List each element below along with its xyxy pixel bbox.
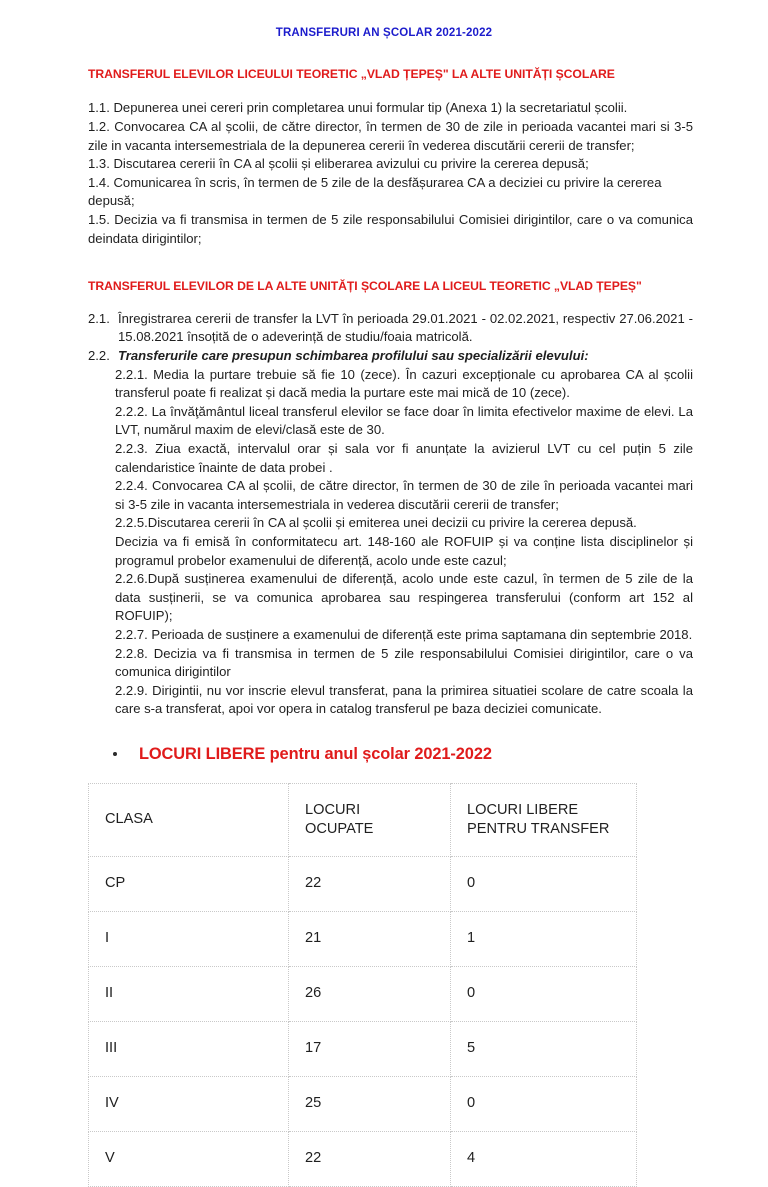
section2-body [0,294,768,719]
table-header-libere-line1: LOCURI LIBERE [467,801,579,818]
cell-clasa: III [89,1021,289,1076]
cell-libere: 0 [451,966,637,1021]
locuri-libere-table [88,783,637,1187]
table-header-libere-line2: PENTRU TRANSFER [467,820,610,837]
section2-heading-wrap [0,248,768,294]
section2-heading: TRANSFERUL ELEVILOR DE LA ALTE UNITĂȚI ȘCOLARE LA LICEUL TEORETIC „VLAD ȚEPEȘ" [88,279,642,294]
cell-ocupate: 22 [289,856,451,911]
section2-item-2-2-number: 2.2. [88,348,110,364]
cell-clasa: V [89,1131,289,1186]
cell-libere: 5 [451,1021,637,1076]
subitem-2-2-4: 2.2.4. Convocarea CA al școlii, de către director, în termen de 30 de zile în perioada vacantei mari si 3-5 zile in vacanta intersemestriala in vederea discutării cererii de transfer; [115,478,693,512]
subitem-2-2-1: 2.2.1. Media la purtare trebuie să fie 10 (zece). În cazuri excepționale cu aprobarea CA al școlii transferul poate fi realizat și dacă media la purtare este mai mică de 10 (zece). [115,366,693,401]
cell-ocupate: 21 [289,911,451,966]
table-header-locuri-ocupate [289,783,451,856]
cell-libere: 0 [451,856,637,911]
locuri-libere-table-wrap [0,765,768,1187]
section2-item-2-1-number: 2.1. [88,310,110,326]
section1-item-3: 1.3. Discutarea cererii în CA al școlii și eliberarea avizului cu privire la cererea depusă; [88,156,589,172]
cell-ocupate: 17 [289,1021,451,1076]
table-row [89,1076,637,1131]
cell-clasa: II [89,966,289,1021]
cell-libere: 0 [451,1076,637,1131]
table-row [89,1131,637,1186]
table-header-clasa-line1: CLASA [105,811,153,828]
subitem-2-2-9: 2.2.9. Dirigintii, nu vor inscrie elevul transferat, pana la primirea situatiei scolare de catre scoala la care s-a transferat, apoi vor opera in catalog transferul pe baza deciziei comunicate. [115,682,693,717]
locuri-libere-heading-text: LOCURI LIBERE pentru anul școlar 2021-2022 [139,744,492,763]
subitem-2-2-2: 2.2.2. La învăţământul liceal transferul elevilor se face doar în limita efectivelor maxime de elevi. La LVT, numărul maxim de elevi/clasă este de 30. [115,403,693,438]
subitem-2-2-6: 2.2.6.După susținerea examenului de diferență, acolo unde este cazul, în termen de 5 zile de la data susținerii, se va comunica aprobarea sau respingerea transferului (conform art 152 al ROFUIP); [115,571,693,624]
table-row [89,966,637,1021]
section2-item-2-1 [88,310,693,347]
locuri-libere-bullet-heading [0,719,768,765]
section2-item-2-2-text: Transferurile care presupun schimbarea profilului sau specializării elevului: [118,348,589,364]
section1-item-1: 1.1. Depunerea unei cereri prin completarea unui formular tip (Anexa 1) la secretariatul școlii. [88,100,628,116]
table-header-clasa [89,783,289,856]
cell-ocupate: 25 [289,1076,451,1131]
section2-item-2-2 [88,347,693,366]
section1-item-4: 1.4. Comunicarea în scris, în termen de 5 zile de la desfășurarea CA a deciziei cu privire la cererea depusă; [88,174,662,209]
cell-ocupate: 22 [289,1131,451,1186]
table-header-locuri-libere [451,783,637,856]
section1-item-2: 1.2. Convocarea CA al școlii, de către director, în termen de 30 de zile in perioada vacantei mari si 3-5 zile in vacanta intersemestriala de la depunerea cererii în vederea discutării cererii de transfer; [88,119,693,153]
table-header-ocupate-line2: OCUPATE [305,820,374,837]
cell-ocupate: 26 [289,966,451,1021]
subitem-2-2-7: 2.2.7. Perioada de susținere a examenului de diferență este prima saptamana din septembrie 2018. [115,626,693,642]
page-title: TRANSFERURI AN ȘCOLAR 2021-2022 [275,27,493,39]
bullet-point-icon [113,752,117,756]
table-row [89,911,637,966]
cell-clasa: CP [89,856,289,911]
subitem-2-2-5: 2.2.5.Discutarea cererii în CA al școlii și emiterea unei decizii cu privire la cererea depusă. [115,515,637,531]
subitem-2-2-8: 2.2.8. Decizia va fi transmisa in termen de 5 zile responsabilului Comisiei dirigintilor, care o va comunica dirigintilor [115,645,693,680]
cell-clasa: I [89,911,289,966]
section1-item-5: 1.5. Decizia va fi transmisa in termen de 5 zile responsabilului Comisiei dirigintilor, care o va comunica deindata dirigintilor; [88,212,693,246]
cell-libere: 1 [451,911,637,966]
cell-clasa: IV [89,1076,289,1131]
section1-heading: TRANSFERUL ELEVILOR LICEULUI TEORETIC „VLAD ȚEPEȘ" LA ALTE UNITĂȚI ȘCOLARE [88,66,615,81]
table-row [89,1021,637,1076]
cell-libere: 4 [451,1131,637,1186]
section2-subitems [88,366,693,719]
subitem-2-2-3: 2.2.3. Ziua exactă, intervalul orar și sala vor fi anunțate la avizierul LVT cu cel puțin 5 zile calendaristice înainte de data probei . [115,440,693,475]
section1-heading-wrap [0,41,768,82]
table-header-row [89,783,637,856]
table-row [89,856,637,911]
table-header-ocupate-line1: LOCURI [305,801,361,818]
section1-body [0,81,768,248]
subitem-2-2-5-continued: Decizia va fi emisă în conformitatecu art. 148-160 ale ROFUIP și va conține lista disciplinelor și programul probelor examenului de diferență, acolo unde este cazul; [115,533,693,568]
section2-item-2-1-text: Înregistrarea cererii de transfer la LVT în perioada 29.01.2021 - 02.02.2021, respectiv 27.06.2021 - 15.08.2021 însoțită de o adeverință de studiu/foaia matricolă. [118,310,693,345]
